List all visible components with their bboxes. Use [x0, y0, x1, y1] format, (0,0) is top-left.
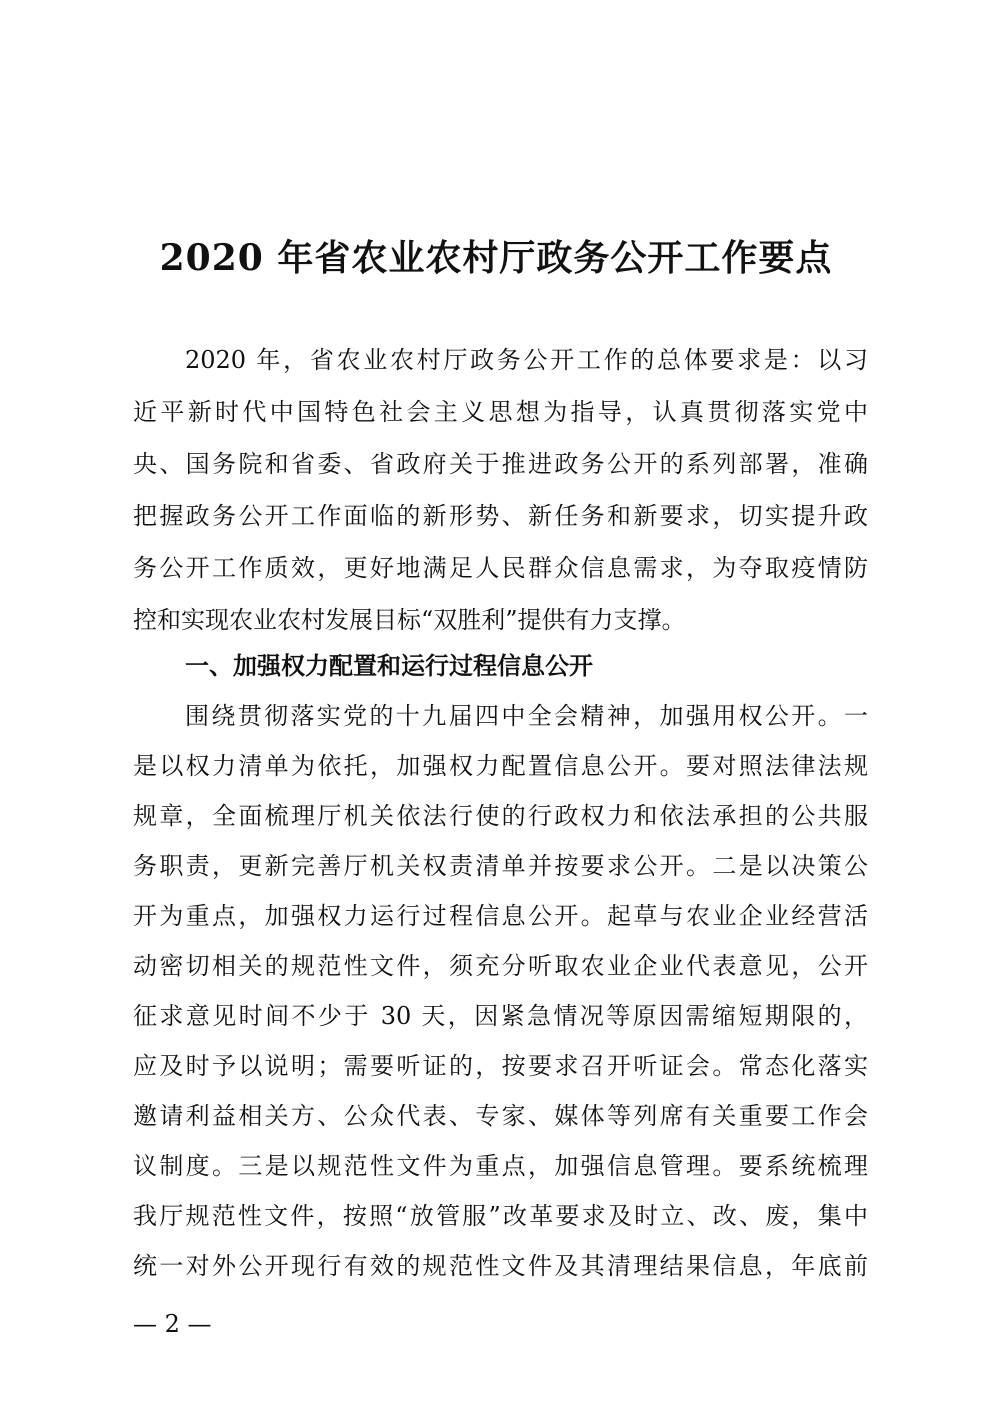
- section-body-line: 务职责，更新完善厅机关权责清单并按要求公开。二是以决策公: [133, 852, 868, 880]
- section-body-line: 统一对外公开现行有效的规范性文件及其清理结果信息，年底前: [133, 1252, 868, 1280]
- document-title: 2020 年省农业农村厅政务公开工作要点: [159, 237, 833, 279]
- section-heading: 一、加强权力配置和运行过程信息公开: [185, 651, 593, 680]
- intro-line: 把握政务公开工作面临的新形势、新任务和新要求，切实提升政: [133, 502, 868, 530]
- section-body-line: 征求意见时间不少于 30 天，因紧急情况等原因需缩短期限的，: [133, 1002, 868, 1030]
- section-body-line: 应及时予以说明；需要听证的，按要求召开听证会。常态化落实: [133, 1052, 868, 1080]
- intro-line: 近平新时代中国特色社会主义思想为指导，认真贯彻落实党中: [133, 398, 868, 426]
- intro-line: 2020 年，省农业农村厅政务公开工作的总体要求是：以习: [185, 346, 868, 374]
- section-body-line: 规章，全面梳理厅机关依法行使的行政权力和依法承担的公共服: [133, 802, 868, 830]
- section-body-line: 开为重点，加强权力运行过程信息公开。起草与农业企业经营活: [133, 902, 868, 930]
- section-body-line: 是以权力清单为依托，加强权力配置信息公开。要对照法律法规: [133, 752, 868, 780]
- intro-line: 控和实现农业农村发展目标“双胜利”提供有力支撑。: [133, 606, 686, 634]
- page-number: — 2 —: [133, 1310, 212, 1338]
- section-body-line: 邀请利益相关方、公众代表、专家、媒体等列席有关重要工作会: [133, 1102, 868, 1130]
- section-body-line: 围绕贯彻落实党的十九届四中全会精神，加强用权公开。一: [185, 702, 868, 730]
- intro-line: 央、国务院和省委、省政府关于推进政务公开的系列部署，准确: [133, 450, 868, 478]
- intro-line: 务公开工作质效，更好地满足人民群众信息需求，为夺取疫情防: [133, 554, 868, 582]
- section-body-line: 我厅规范性文件，按照“放管服”改革要求及时立、改、废，集中: [133, 1202, 868, 1230]
- section-body-line: 动密切相关的规范性文件，须充分听取农业企业代表意见，公开: [133, 952, 868, 980]
- section-body-line: 议制度。三是以规范性文件为重点，加强信息管理。要系统梳理: [133, 1152, 868, 1180]
